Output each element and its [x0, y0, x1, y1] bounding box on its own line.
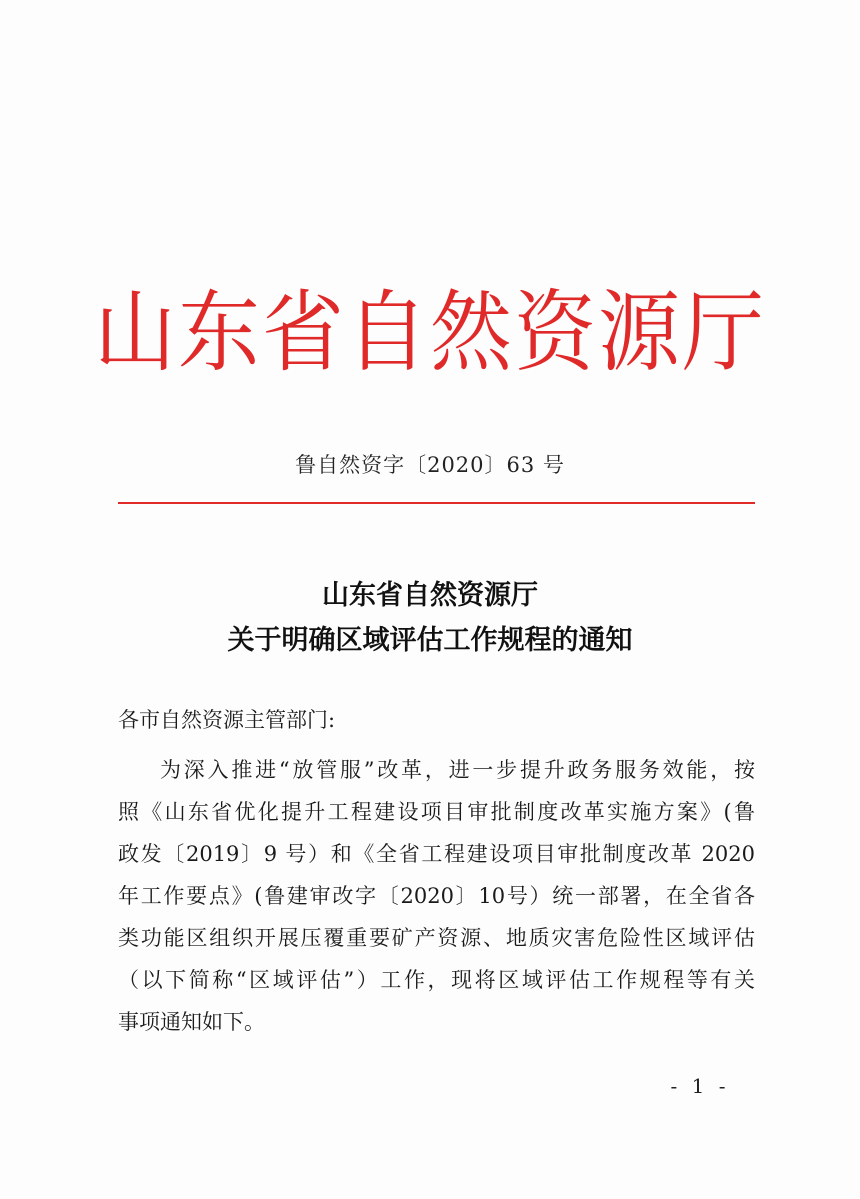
body-text-line: 为深入推进“放管服”改革，进一步提升政务服务效能，按 — [160, 758, 755, 782]
document-title-line2: 关于明确区域评估工作规程的通知 — [227, 625, 633, 656]
body-text-line: 政发〔2019〕9 号）和《全省工程建设项目审批制度改革 2020 — [118, 842, 755, 866]
red-separator-line — [118, 502, 755, 504]
salutation: 各市自然资源主管部门: — [118, 708, 336, 732]
agency-masthead: 山东省自然资源厅 — [93, 282, 766, 385]
document-title-line1: 山东省自然资源厅 — [322, 580, 538, 611]
body-text-line: 年工作要点》(鲁建审改字〔2020〕10号）统一部署，在全省各 — [118, 884, 755, 908]
body-text-line: 类功能区组织开展压覆重要矿产资源、地质灾害危险性区域评估 — [118, 926, 755, 950]
body-text-line: 照《山东省优化提升工程建设项目审批制度改革实施方案》(鲁 — [118, 800, 755, 824]
body-text-line: （以下简称“区域评估”）工作，现将区域评估工作规程等有关 — [118, 968, 755, 992]
body-text-line: 事项通知如下。 — [118, 1010, 265, 1034]
document-number: 鲁自然资字〔2020〕63 号 — [295, 453, 565, 477]
page-number: - 1 - — [670, 1074, 730, 1098]
